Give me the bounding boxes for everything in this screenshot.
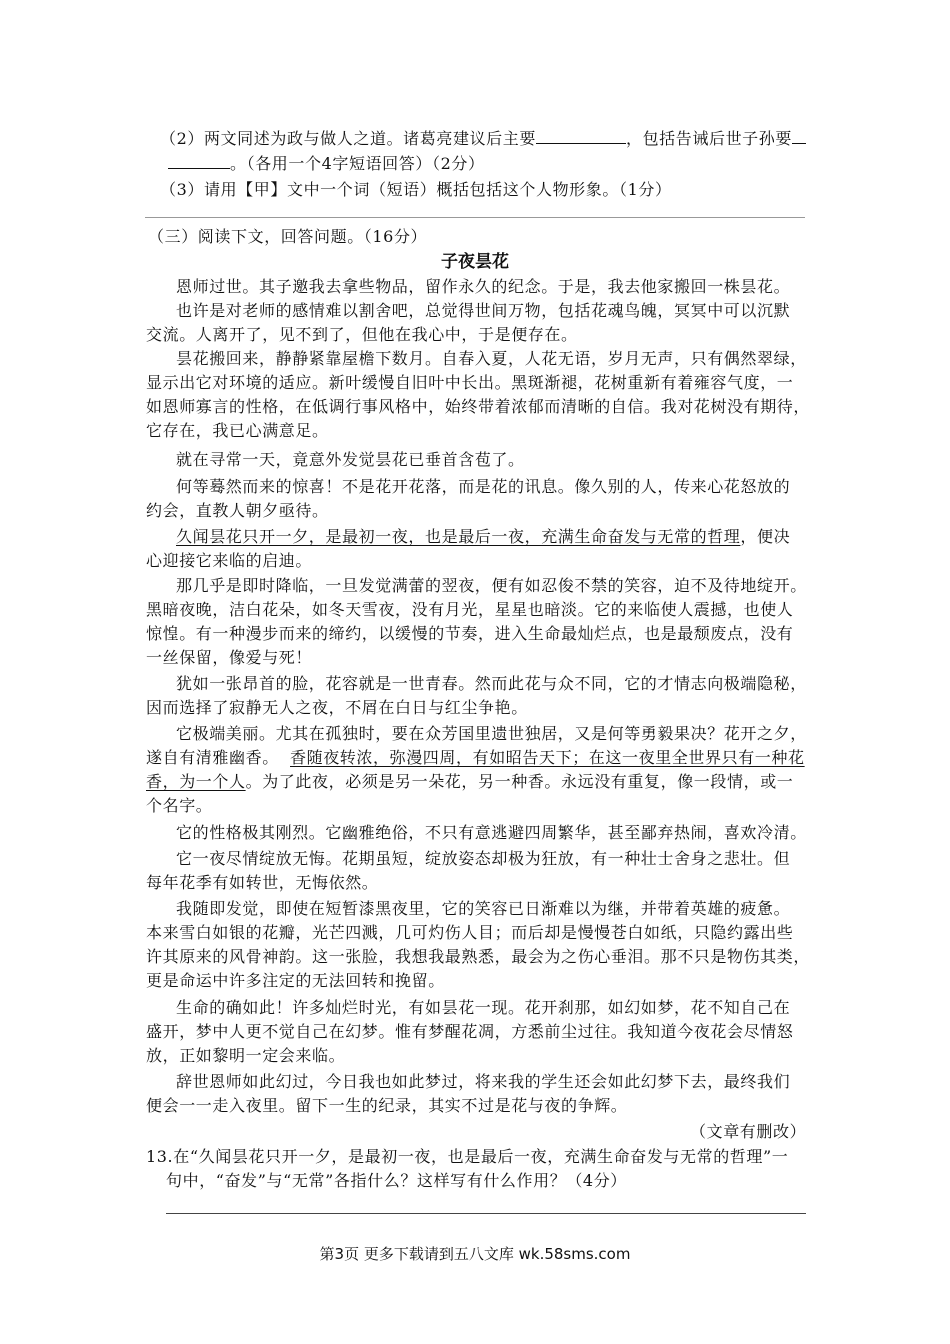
article-line: 恩师过世。其子邀我去拿些物品，留作永久的纪念。于是，我去他家搬回一株昙花。 [176,277,791,296]
question-13-cont: 句中，“奋发”与“无常”各指什么？这样写有什么作用？（4分） [166,1171,627,1190]
article-line: 因而选择了寂静无人之夜，不屑在白日与红尘争艳。 [146,698,528,717]
question-2-text-a: （2）两文同述为政与做人之道。诸葛亮建议后主要 [160,129,536,148]
article-line: 盛开，梦中人更不觉自己在幻梦。惟有梦醒花凋，方悉前尘过往。我知道今夜花会尽情怒 [146,1022,794,1041]
question-3: （3）请用【甲】文中一个词（短语）概括包括这个人物形象。（1分） [160,180,672,199]
article-line: 遂自有清雅幽香。 [146,748,279,767]
article-line: 它存在，我已心满意足。 [146,421,329,440]
article-text: ，便决 [740,527,791,546]
article-line: 每年花季有如转世，无悔依然。 [146,873,379,892]
article-line: 我随即发觉，即使在短暂漆黑夜里，它的笑容已日渐难以为继，并带着英雄的疲惫。 [176,899,791,918]
section-heading: （三）阅读下文，回答问题。（16分） [148,227,428,246]
article-line: 一丝保留，像爱与死！ [146,648,313,667]
answer-line-bottom [166,1213,806,1214]
article-line: 许其原来的风骨神韵。这一张脸，我想我最熟悉，最会为之伤心垂泪。那不只是物伤其类， [146,947,811,966]
question-13: 13.在“久闻昙花只开一夕，是最初一夜，也是最后一夜，充满生命奋发与无常的哲理”一 [146,1147,789,1166]
question-2-text-c: 。（各用一个4字短语回答）（2分） [230,154,485,173]
article-line: 心迎接它来临的启迪。 [146,551,313,570]
article-title: 子夜昙花 [441,252,509,272]
article-line: 它一夜尽情绽放无悔。花期虽短，绽放姿态却极为狂放，有一种壮士舍身之悲壮。但 [176,849,791,868]
article-line: 昙花搬回来，静静紧靠屋檐下数月。自春入夏，人花无语，岁月无声，只有偶然翠绿， [176,349,807,368]
article-line: 个名字。 [146,796,213,815]
article-line: 它极端美丽。尤其在孤独时，要在众芳国里遗世独居，又是何等勇毅果决？花开之夕， [176,724,807,743]
article-text: 。为了此夜，必须是另一朵花，另一种香。永远没有重复，像一段情，或一 [245,772,794,791]
article-line-underlined [146,771,793,793]
question-2-cont [168,153,485,175]
article-line: 生命的确如此！许多灿烂时光，有如昙花一现。花开刹那，如幻如梦，花不知自己在 [176,998,791,1017]
article-line: 放，正如黎明一定会来临。 [146,1046,346,1065]
article-line: 它的性格极其刚烈。它幽雅绝俗，不只有意逃避四周繁华，甚至鄙弃热闹，喜欢冷清。 [176,823,807,842]
answer-blank-1 [536,129,626,144]
underlined-sentence-2b: 香，为一个人 [146,772,246,791]
article-line: 黑暗夜晚，洁白花朵，如冬天雪夜，没有月光，星星也暗淡。它的来临使人震撼，也使人 [146,600,794,619]
article-line-underlined [176,526,790,548]
underlined-sentence-2a: 香随夜转浓，弥漫四周，有如昭告天下；在这一夜里全世界只有一种花 [290,748,805,767]
edit-note: （文章有删改） [690,1122,807,1141]
article-line: 如恩师寡言的性格，在低调行事风格中，始终带着浓郁而清晰的自信。我对花树没有期待， [146,397,811,416]
answer-line-top [145,217,805,218]
article-line: 也许是对老师的感情难以割舍吧，总觉得世间万物，包括花魂鸟魄，冥冥中可以沉默 [176,301,791,320]
article-line: 惊惶。有一种漫步而来的缔约，以缓慢的节奏，进入生命最灿烂点，也是最颓废点，没有 [146,624,794,643]
page-footer: 第3页 更多下载请到五八文库 wk.58sms.com [319,1245,631,1263]
question-2-text-b: ，包括告诫后世子孙要 [625,129,792,148]
answer-blank-2a [792,129,806,144]
article-line: 显示出它对环境的适应。新叶缓慢自旧叶中长出。黑斑渐褪，花树重新有着雍容气度，一 [146,373,794,392]
article-line: 犹如一张昂首的脸，花容就是一世青春。然而此花与众不同，它的才情志向极端隐秘， [176,674,807,693]
article-line: 约会，直教人朝夕亟待。 [146,501,329,520]
article-line: 更是命运中许多注定的无法回转和挽留。 [146,971,445,990]
article-line: 就在寻常一天，竟意外发觉昙花已垂首含苞了。 [176,450,525,469]
article-line: 便会一一走入夜里。留下一生的纪录，其实不过是花与夜的争辉。 [146,1096,628,1115]
article-line: 交流。人离开了，见不到了，但他在我心中，于是便存在。 [146,325,578,344]
article-line: 本来雪白如银的花瓣，光芒四溅，几可灼伤人目；而后却是慢慢苍白如纸，只隐约露出些 [146,923,794,942]
article-line: 何等蓦然而来的惊喜！不是花开花落，而是花的讯息。像久别的人，传来心花怒放的 [176,477,791,496]
article-line-underlined [290,747,805,769]
underlined-sentence-1: 久闻昙花只开一夕，是最初一夜，也是最后一夜，充满生命奋发与无常的哲理 [176,527,741,546]
article-line: 辞世恩师如此幻过，今日我也如此梦过，将来我的学生还会如此幻梦下去，最终我们 [176,1072,791,1091]
article-line: 那几乎是即时降临，一旦发觉满蕾的翌夜，便有如忍俊不禁的笑容，迫不及待地绽开。 [176,576,807,595]
answer-blank-2b [168,154,230,169]
question-2 [160,128,806,150]
